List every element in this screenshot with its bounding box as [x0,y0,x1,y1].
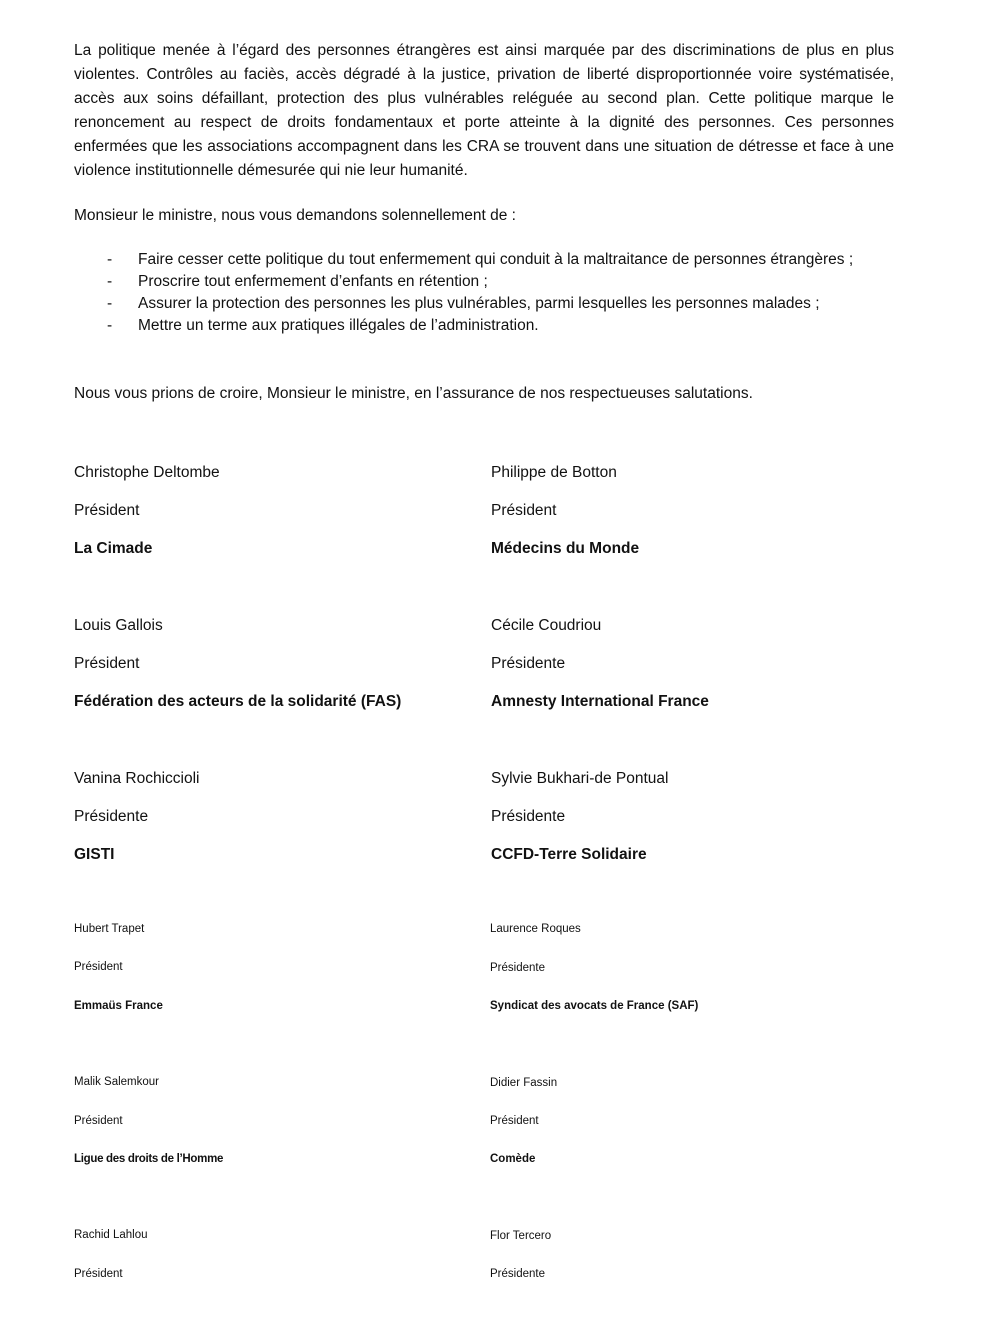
signatory-title: Président [491,502,557,519]
signatory-name: Didier Fassin [490,1077,558,1089]
signatory-title: Président [490,1115,539,1127]
signatory-title: Président [74,1268,123,1280]
signatory-org: Médecins du Monde [491,540,640,557]
signatory-title: Présidente [490,962,545,974]
signatory-org: Fédération des acteurs de la solidarité (FAS) [74,693,402,710]
signatory-title: Présidente [491,655,566,672]
signatory-title: Président [74,655,140,672]
signatory-org: CCFD-Terre Solidaire [491,846,647,863]
closing-paragraph: Nous vous prions de croire, Monsieur le ministre, en l’assurance de nos respectueuses salutations. [74,385,753,402]
signatory-org: La Cimade [74,540,153,557]
list-item: - Mettre un terme aux pratiques illégales de l’administration. [107,317,539,334]
signatory-name: Rachid Lahlou [74,1229,148,1241]
signatory-org: Amnesty International France [491,693,709,710]
signatory-name: Hubert Trapet [74,923,145,935]
signatory-name: Cécile Coudriou [491,617,602,634]
signatory-name: Malik Salemkour [74,1076,159,1088]
signatory-title: Présidente [490,1268,545,1280]
list-item: - Faire cesser cette politique du tout enfermement qui conduit à la maltraitance de personnes étrangères ; [107,251,854,268]
signatory-title: Présidente [491,808,566,825]
signatory-name: Sylvie Bukhari-de Pontual [491,770,669,787]
signatory-name: Laurence Roques [490,923,581,935]
signatory-title: Président [74,1115,123,1127]
signatory-name: Christophe Deltombe [74,464,220,481]
list-item: - Assurer la protection des personnes les plus vulnérables, parmi lesquelles les personnes malades ; [107,295,820,312]
signatory-org: Syndicat des avocats de France (SAF) [490,1000,699,1012]
signatory-title: Président [74,502,140,519]
signatory-org: Ligue des droits de l’Homme [74,1153,224,1165]
signatory-name: Vanina Rochiccioli [74,770,200,787]
signatory-org: GISTI [74,846,115,863]
list-item: - Proscrire tout enfermement d’enfants en rétention ; [107,273,488,290]
signatory-org: Emmaüs France [74,1000,163,1012]
signatory-name: Philippe de Botton [491,464,617,481]
body-paragraph: La politique menée à l’égard des personnes étrangères est ainsi marquée par des discriminations de plus en plus violentes. Contrôles au faciès, accès dégradé à la justice, privation de liberté disproportionnée voire systématisée, accès aux soins défaillant, protection des plus vulnérables reléguée au second plan. Cette politique marque le renoncement au respect de droits fondamentaux et porte atteinte à la dignité des personnes. Ces personnes enfermées que les associations accompagnent dans les CRA se trouvent dans une situation de détresse et face à une violence institutionnelle démesurée qui nie leur humanité. [74,42,894,179]
demands-list [74,249,894,337]
signatory-title: Présidente [74,808,149,825]
request-intro: Monsieur le ministre, nous vous demandons solennellement de : [74,207,516,224]
signatory-org: Comède [490,1153,536,1165]
signatory-name: Louis Gallois [74,617,163,634]
signatory-title: Président [74,961,123,973]
signatory-name: Flor Tercero [490,1230,552,1242]
